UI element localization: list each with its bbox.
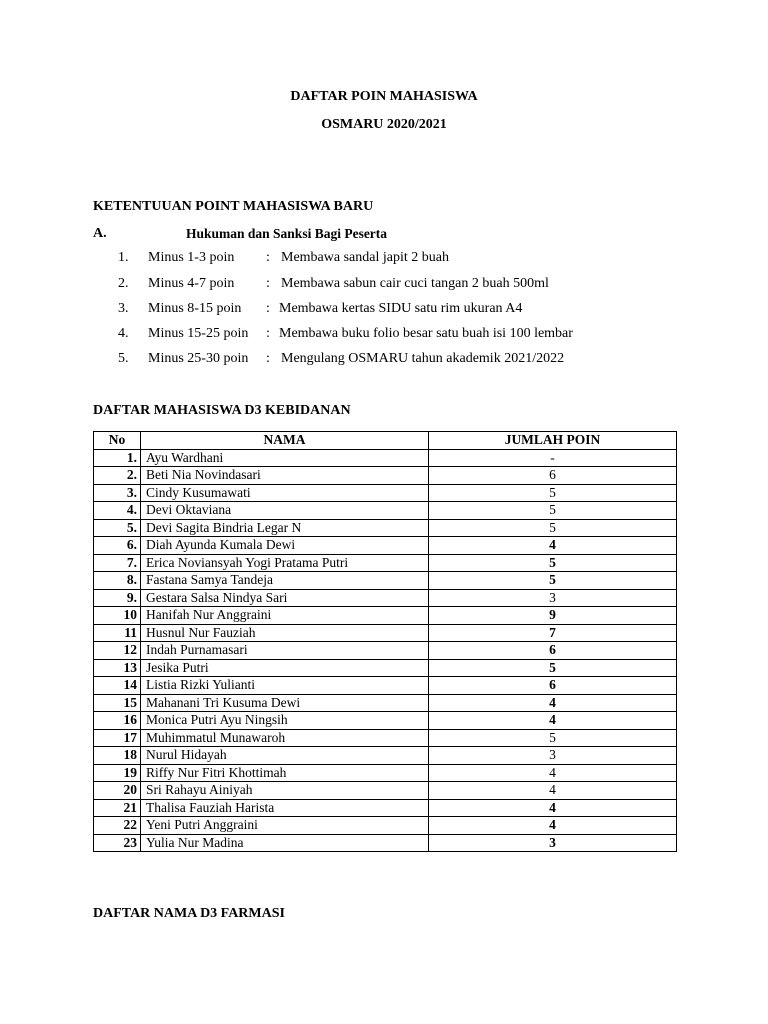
row-number: 10 [94, 607, 141, 625]
student-points: 4 [429, 817, 677, 835]
table-row [94, 624, 677, 642]
table-row [94, 484, 677, 502]
row-number: 21 [94, 799, 141, 817]
student-points: 9 [429, 607, 677, 625]
document-subtitle: OSMARU 2020/2021 [321, 117, 447, 132]
student-points: 4 [429, 537, 677, 555]
column-header-no: No [94, 432, 141, 450]
student-points: 3 [429, 589, 677, 607]
student-name: Beti Nia Novindasari [141, 467, 429, 485]
student-name: Yeni Putri Anggraini [141, 817, 429, 835]
rule-number: 5. [118, 351, 129, 366]
row-number: 2. [94, 467, 141, 485]
student-name: Thalisa Fauziah Harista [141, 799, 429, 817]
row-number: 6. [94, 537, 141, 555]
farmasi-heading: DAFTAR NAMA D3 FARMASI [93, 906, 285, 921]
table-row [94, 537, 677, 555]
student-name: Yulia Nur Madina [141, 834, 429, 852]
student-points: 5 [429, 484, 677, 502]
rules-heading: KETENTUUAN POINT MAHASISWA BARU [93, 199, 374, 214]
table-row [94, 729, 677, 747]
document-title: DAFTAR POIN MAHASISWA [290, 89, 478, 104]
table-row [94, 519, 677, 537]
row-number: 15 [94, 694, 141, 712]
student-name: Husnul Nur Fauziah [141, 624, 429, 642]
rule-range: Minus 15-25 poin [148, 326, 249, 341]
row-number: 17 [94, 729, 141, 747]
table-row [94, 467, 677, 485]
table-row [94, 589, 677, 607]
student-name: Diah Ayunda Kumala Dewi [141, 537, 429, 555]
student-name: Gestara Salsa Nindya Sari [141, 589, 429, 607]
table-row [94, 642, 677, 660]
student-name: Devi Oktaviana [141, 502, 429, 520]
rule-separator: : [266, 301, 270, 316]
student-name: Muhimmatul Munawaroh [141, 729, 429, 747]
table-row [94, 834, 677, 852]
table-row [94, 782, 677, 800]
column-header-jumlah-poin: JUMLAH POIN [429, 432, 677, 450]
student-name: Hanifah Nur Anggraini [141, 607, 429, 625]
row-number: 22 [94, 817, 141, 835]
rule-description: Mengulang OSMARU tahun akademik 2021/2022 [281, 351, 565, 366]
student-name: Sri Rahayu Ainiyah [141, 782, 429, 800]
section-title: Hukuman dan Sanksi Bagi Peserta [186, 226, 388, 241]
table-row [94, 502, 677, 520]
row-number: 23 [94, 834, 141, 852]
table-row [94, 677, 677, 695]
student-points: 7 [429, 624, 677, 642]
row-number: 14 [94, 677, 141, 695]
student-points: 4 [429, 712, 677, 730]
row-number: 13 [94, 659, 141, 677]
kebidanan-heading: DAFTAR MAHASISWA D3 KEBIDANAN [93, 403, 351, 418]
row-number: 5. [94, 519, 141, 537]
student-name: Listia Rizki Yulianti [141, 677, 429, 695]
student-points: 4 [429, 782, 677, 800]
row-number: 20 [94, 782, 141, 800]
student-points: 5 [429, 554, 677, 572]
table-body [94, 449, 677, 852]
student-name: Mahanani Tri Kusuma Dewi [141, 694, 429, 712]
table-row [94, 764, 677, 782]
student-points: 4 [429, 694, 677, 712]
row-number: 1. [94, 449, 141, 467]
row-number: 12 [94, 642, 141, 660]
table-row [94, 554, 677, 572]
rule-number: 2. [118, 276, 129, 291]
rule-description: Membawa buku folio besar satu buah isi 100 lembar [279, 326, 573, 341]
student-name: Ayu Wardhani [141, 449, 429, 467]
student-name: Devi Sagita Bindria Legar N [141, 519, 429, 537]
kebidanan-points-table [93, 431, 677, 852]
row-number: 4. [94, 502, 141, 520]
rule-separator: : [266, 276, 270, 291]
section-letter: A. [93, 226, 107, 241]
rule-number: 1. [118, 250, 129, 265]
student-name: Jesika Putri [141, 659, 429, 677]
table-row [94, 572, 677, 590]
student-points: 6 [429, 677, 677, 695]
rule-number: 4. [118, 326, 129, 341]
student-points: 5 [429, 729, 677, 747]
rule-separator: : [266, 326, 270, 341]
student-name: Fastana Samya Tandeja [141, 572, 429, 590]
row-number: 9. [94, 589, 141, 607]
student-name: Riffy Nur Fitri Khottimah [141, 764, 429, 782]
row-number: 7. [94, 554, 141, 572]
table-row [94, 659, 677, 677]
row-number: 3. [94, 484, 141, 502]
row-number: 16 [94, 712, 141, 730]
student-points: 4 [429, 799, 677, 817]
rule-range: Minus 8-15 poin [148, 301, 242, 316]
student-name: Monica Putri Ayu Ningsih [141, 712, 429, 730]
student-name: Indah Purnamasari [141, 642, 429, 660]
student-points: 4 [429, 764, 677, 782]
student-points: 5 [429, 519, 677, 537]
student-points: 3 [429, 747, 677, 765]
rule-description: Membawa kertas SIDU satu rim ukuran A4 [279, 301, 523, 316]
rule-range: Minus 4-7 poin [148, 276, 235, 291]
rule-description: Membawa sabun cair cuci tangan 2 buah 500ml [281, 276, 549, 291]
student-name: Erica Noviansyah Yogi Pratama Putri [141, 554, 429, 572]
row-number: 19 [94, 764, 141, 782]
rule-range: Minus 25-30 poin [148, 351, 249, 366]
rule-range: Minus 1-3 poin [148, 250, 235, 265]
student-points: 5 [429, 502, 677, 520]
table-header-row [94, 432, 677, 450]
student-points: - [429, 449, 677, 467]
table-row [94, 799, 677, 817]
rule-number: 3. [118, 301, 129, 316]
table-row [94, 712, 677, 730]
row-number: 8. [94, 572, 141, 590]
table-row [94, 747, 677, 765]
student-name: Cindy Kusumawati [141, 484, 429, 502]
student-points: 6 [429, 467, 677, 485]
rule-separator: : [266, 351, 270, 366]
table-row [94, 607, 677, 625]
table-row [94, 449, 677, 467]
rule-separator: : [266, 250, 270, 265]
student-points: 6 [429, 642, 677, 660]
rule-description: Membawa sandal japit 2 buah [281, 250, 449, 265]
row-number: 18 [94, 747, 141, 765]
student-points: 5 [429, 659, 677, 677]
table-row [94, 817, 677, 835]
student-name: Nurul Hidayah [141, 747, 429, 765]
student-points: 5 [429, 572, 677, 590]
table-row [94, 694, 677, 712]
column-header-nama: NAMA [141, 432, 429, 450]
row-number: 11 [94, 624, 141, 642]
student-points: 3 [429, 834, 677, 852]
